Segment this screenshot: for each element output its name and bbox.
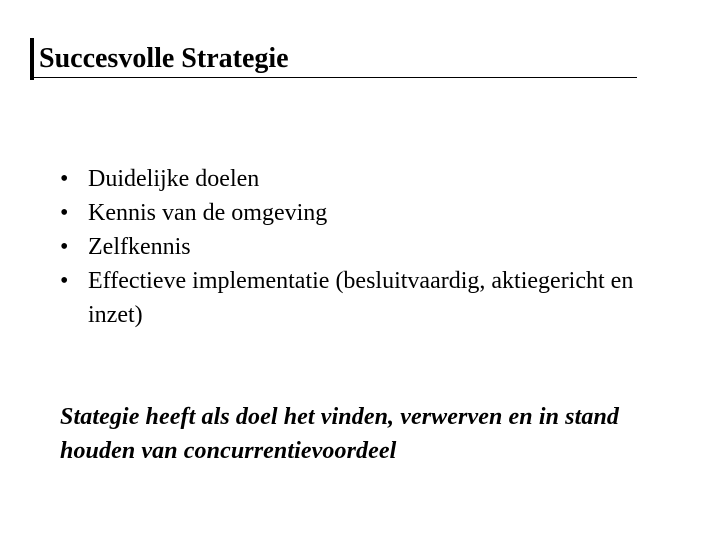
list-item bbox=[60, 162, 660, 196]
bullet-text: Kennis van de omgeving bbox=[88, 200, 328, 226]
title-underline bbox=[30, 77, 637, 78]
conclusion-text: Stategie heeft als doel het vinden, verwerven en in stand houden van concurrentievoordeel bbox=[60, 404, 620, 464]
title-accent-bar bbox=[30, 38, 34, 80]
bullet-text: Effectieve implementatie (besluitvaardig, aktiegericht en inzet) bbox=[88, 268, 634, 328]
bullet-text: Zelfkennis bbox=[88, 234, 191, 260]
bullet-icon: • bbox=[60, 166, 69, 192]
bullet-icon: • bbox=[60, 234, 69, 260]
bullet-icon: • bbox=[60, 200, 69, 226]
bullet-list bbox=[60, 162, 660, 332]
list-item bbox=[60, 230, 660, 264]
list-item bbox=[60, 264, 660, 332]
slide-title: Succesvolle Strategie bbox=[39, 43, 289, 74]
bullet-icon: • bbox=[60, 268, 69, 294]
list-item bbox=[60, 196, 660, 230]
bullet-text: Duidelijke doelen bbox=[88, 166, 260, 192]
